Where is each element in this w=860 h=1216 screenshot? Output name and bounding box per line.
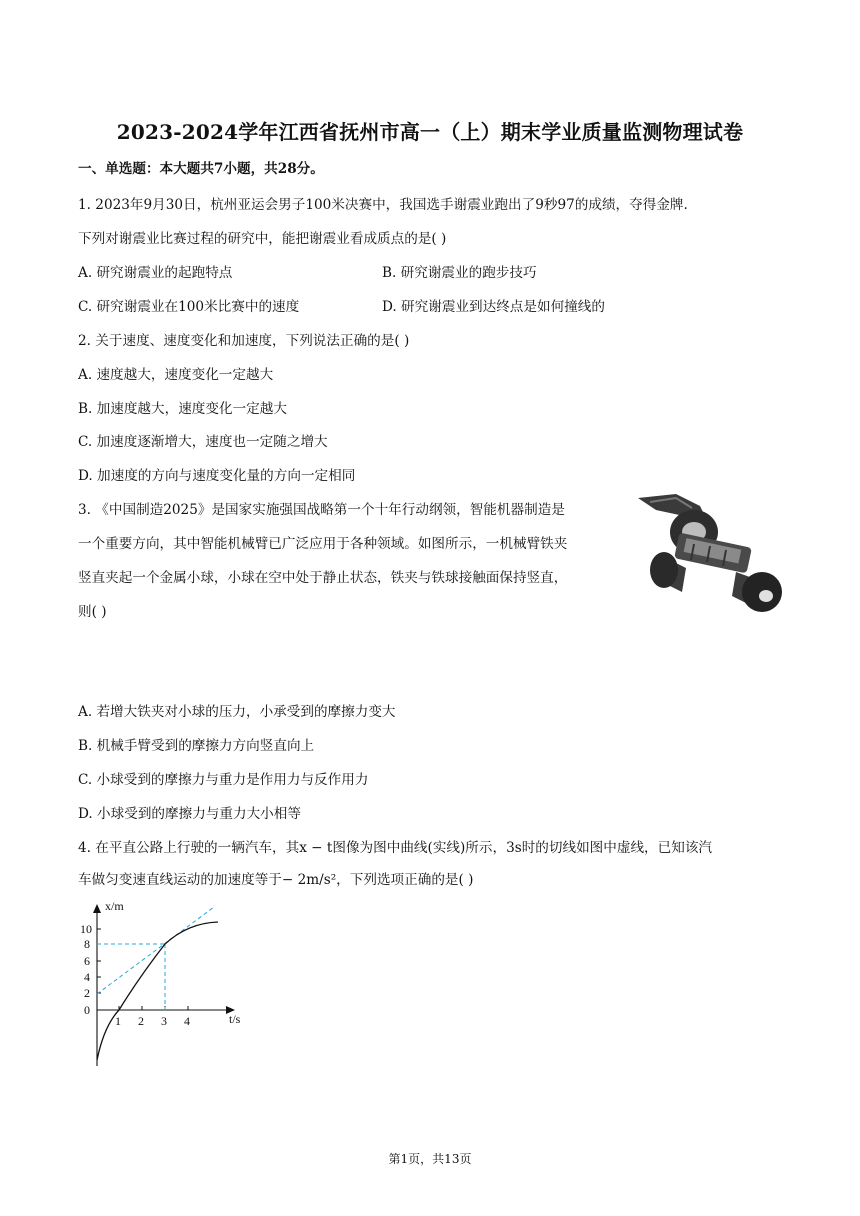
question-3-stem-line-3: 竖直夹起一个金属小球，小球在空中处于静止状态，铁夹与铁球接触面保持竖直， [78, 570, 568, 586]
question-3-stem-line-4: 则( ) [78, 604, 107, 620]
question-4-stem-line-1: 4. 在平直公路上行驶的一辆汽车，其x − t图像为图中曲线(实线)所示，3s时的切线如图中虚线，已知该汽 [78, 840, 713, 856]
question-1-option-b: B. 研究谢震业的跑步技巧 [382, 265, 537, 281]
tangent-line [97, 907, 214, 994]
y-tick-label-10: 10 [80, 922, 92, 936]
question-1-stem-line-2: 下列对谢震业比赛过程的研究中，能把谢震业看成质点的是( ) [78, 231, 447, 247]
question-2-option-a: A. 速度越大，速度变化一定越大 [78, 367, 274, 383]
question-3-option-b: B. 机械手臂受到的摩擦力方向竖直向上 [78, 738, 315, 754]
question-1-option-d: D. 研究谢震业到达终点是如何撞线的 [382, 299, 605, 315]
y-tick-label-4: 4 [84, 970, 90, 984]
x-tick-label-1: 1 [115, 1014, 121, 1028]
question-3-option-d: D. 小球受到的摩擦力与重力大小相等 [78, 806, 301, 822]
y-axis-label: x/m [105, 899, 124, 913]
question-2-option-c: C. 加速度逐渐增大，速度也一定随之增大 [78, 434, 328, 450]
x-t-curve [97, 922, 218, 1060]
y-tick-label-8: 8 [84, 937, 90, 951]
x-axis-label: t/s [229, 1012, 241, 1026]
question-3-stem-line-1: 3. 《中国制造2025》是国家实施强国战略第一个十年行动纲领，智能机器制造是 [78, 502, 565, 518]
question-4-stem-line-2: 车做匀变速直线运动的加速度等于− 2m/s²，下列选项正确的是( ) [78, 872, 474, 888]
robot-arm-clamp-image [636, 488, 788, 620]
x-tick-label-4: 4 [184, 1014, 190, 1028]
page-footer: 第1页，共13页 [388, 1152, 472, 1166]
page-title: 2023-2024学年江西省抚州市高一（上）期末学业质量监测物理试卷 [116, 120, 744, 144]
question-2-option-b: B. 加速度越大，速度变化一定越大 [78, 401, 287, 417]
question-1-stem-line-1: 1. 2023年9月30日，杭州亚运会男子100米决赛中，我国选手谢震业跑出了9秒97的成绩，夺得金牌. [78, 197, 688, 213]
y-tick-label-0: 0 [84, 1003, 90, 1017]
x-tick-label-2: 2 [138, 1014, 144, 1028]
question-3-option-a: A. 若增大铁夹对小球的压力，小承受到的摩擦力变大 [78, 704, 396, 720]
section-heading: 一、单选题：本大题共7小题，共28分。 [78, 161, 324, 177]
x-axis-arrow-icon [93, 904, 101, 913]
x-t-graph-figure [80, 898, 255, 1070]
question-2-stem: 2. 关于速度、速度变化和加速度，下列说法正确的是( ) [78, 333, 410, 349]
y-tick-label-6: 6 [84, 954, 90, 968]
question-1-option-a: A. 研究谢震业的起跑特点 [78, 265, 233, 281]
question-3-option-c: C. 小球受到的摩擦力与重力是作用力与反作用力 [78, 772, 369, 788]
x-tick-label-3: 3 [161, 1014, 167, 1028]
question-3-stem-line-2: 一个重要方向，其中智能机械臂已广泛应用于各种领域。如图所示，一机械臂铁夹 [78, 536, 568, 552]
y-tick-label-2: 2 [84, 986, 90, 1000]
question-1-option-c: C. 研究谢震业在100米比赛中的速度 [78, 299, 300, 315]
question-2-option-d: D. 加速度的方向与速度变化量的方向一定相同 [78, 468, 356, 484]
